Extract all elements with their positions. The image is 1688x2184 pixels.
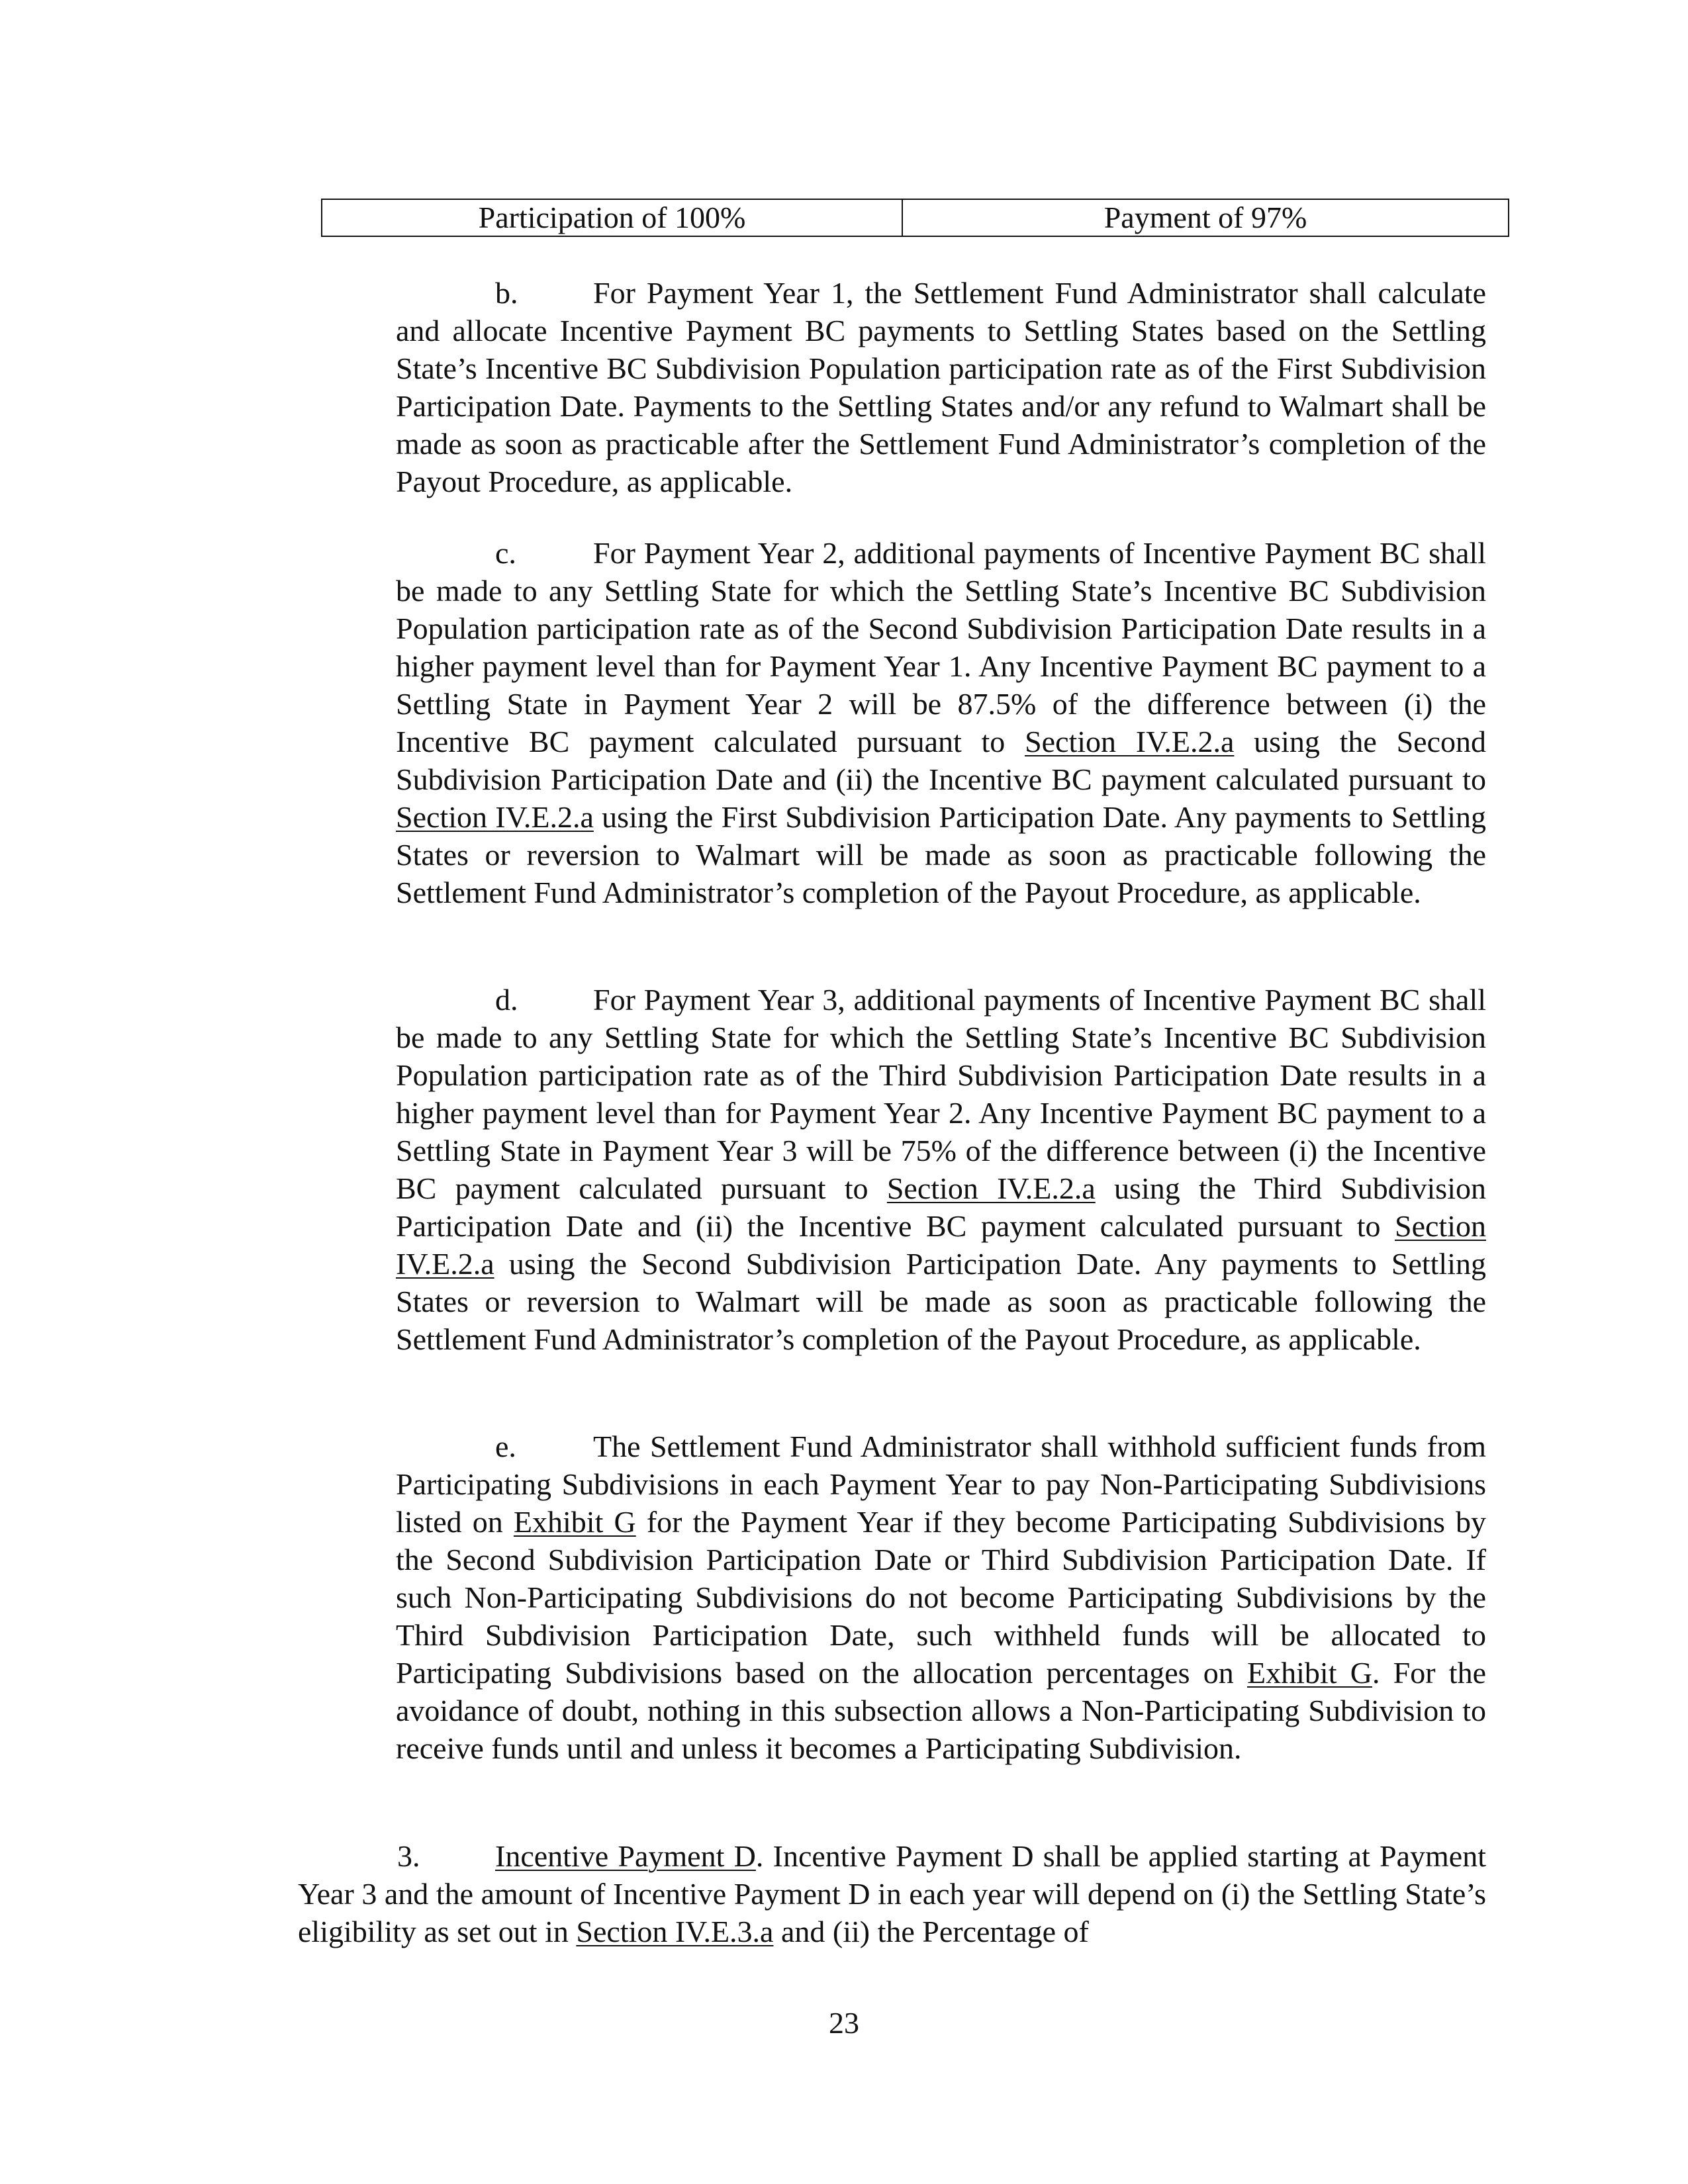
- section-3-label: 3.: [397, 1839, 420, 1873]
- paragraph-e-text-2: for the Payment Year if they become Participating Subdivisions by the Second Subdivision Participation Date or Third Subdivision Participation Date. If such Non-Participating Subdivisions do not become Participating Subdivisions by the Third Subdivision Participation Date, such withheld funds will be allocated to Participating Subdivisions based on the allocation percentages on: [396, 1505, 1486, 1690]
- section-3-text-2: and (ii) the Percentage of: [773, 1915, 1089, 1948]
- section-3-paragraph: [298, 1837, 1486, 1950]
- paragraph-c-text-1: For Payment Year 2, additional payments of Incentive Payment BC shall be made to any Settling State for which the Settling State’s Incentive BC Subdivision Population participation rate as of the Second Subdivision Participation Date results in a higher payment level than for Payment Year 1. Any Incentive Payment BC payment to a Settling State in Payment Year 2 will be 87.5% of the difference between (i) the Incentive BC payment calculated pursuant to: [396, 536, 1486, 758]
- paragraph-e-text-1: The Settlement Fund Administrator shall withhold sufficient funds from Participating Subdivisions in each Payment Year to pay Non-Participating Subdivisions listed on: [396, 1430, 1486, 1539]
- page-number: 23: [829, 2006, 859, 2040]
- paragraph-d-text-3: using the Second Subdivision Participation Date. Any payments to Settling States or reversion to Walmart will be made as soon as practicable following the Settlement Fund Administrator’s completion of the Payout Procedure, as applicable.: [396, 1247, 1486, 1356]
- paragraph-d-text-2: using the Third Subdivision Participation Date and (ii) the Incentive BC payment calculated pursuant to: [396, 1171, 1486, 1243]
- paragraph-d: [396, 981, 1486, 1358]
- paragraph-b-label: b.: [495, 276, 518, 310]
- paragraph-e-text-3: . For the avoidance of doubt, nothing in this subsection allows a Non-Participating Subdivision to receive funds until and unless it becomes a Participating Subdivision.: [396, 1656, 1486, 1765]
- section-reference-link[interactable]: Section IV.E.3.a: [576, 1915, 774, 1948]
- paragraph-c-label: c.: [495, 536, 516, 570]
- exhibit-reference-link[interactable]: Exhibit G: [1247, 1656, 1372, 1690]
- paragraph-c-text-3: using the First Subdivision Participation Date. Any payments to Settling States or reversion to Walmart will be made as soon as practicable following the Settlement Fund Administrator’s completion of the Payout Procedure, as applicable.: [396, 800, 1486, 909]
- participation-payment-table: [321, 199, 1509, 237]
- paragraph-c-text-2: using the Second Subdivision Participation Date and (ii) the Incentive BC payment calculated pursuant to: [396, 725, 1486, 796]
- section-reference-link[interactable]: Section IV.E.2.a: [886, 1171, 1096, 1205]
- table-cell-participation: Participation of 100%: [322, 199, 902, 236]
- paragraph-c: [396, 534, 1486, 911]
- section-reference-link[interactable]: Section IV.E.2.a: [396, 1209, 1486, 1281]
- table-row: [322, 199, 1509, 236]
- paragraph-b-text: For Payment Year 1, the Settlement Fund Administrator shall calculate and allocate Incentive Payment BC payments to Settling States based on the Settling State’s Incentive BC Subdivision Population participation rate as of the First Subdivision Participation Date. Payments to the Settling States and/or any refund to Walmart shall be made as soon as practicable after the Settlement Fund Administrator’s completion of the Payout Procedure, as applicable.: [396, 276, 1486, 498]
- paragraph-b: [396, 274, 1486, 500]
- section-reference-link[interactable]: Section IV.E.2.a: [1025, 725, 1235, 758]
- section-reference-link[interactable]: Section IV.E.2.a: [396, 800, 594, 834]
- paragraph-e-label: e.: [495, 1430, 516, 1463]
- paragraph-e: [396, 1428, 1486, 1767]
- exhibit-reference-link[interactable]: Exhibit G: [513, 1505, 636, 1539]
- section-3-text-1: . Incentive Payment D shall be applied starting at Payment Year 3 and the amount of Incentive Payment D in each year will depend on (i) the Settling State’s eligibility as set out in: [298, 1839, 1486, 1948]
- section-3-heading: Incentive Payment D: [495, 1839, 756, 1873]
- table-cell-payment: Payment of 97%: [902, 199, 1509, 236]
- paragraph-d-text-1: For Payment Year 3, additional payments of Incentive Payment BC shall be made to any Settling State for which the Settling State’s Incentive BC Subdivision Population participation rate as of the Third Subdivision Participation Date results in a higher payment level than for Payment Year 2. Any Incentive Payment BC payment to a Settling State in Payment Year 3 will be 75% of the difference between (i) the Incentive BC payment calculated pursuant to: [396, 983, 1486, 1205]
- paragraph-d-label: d.: [495, 983, 518, 1017]
